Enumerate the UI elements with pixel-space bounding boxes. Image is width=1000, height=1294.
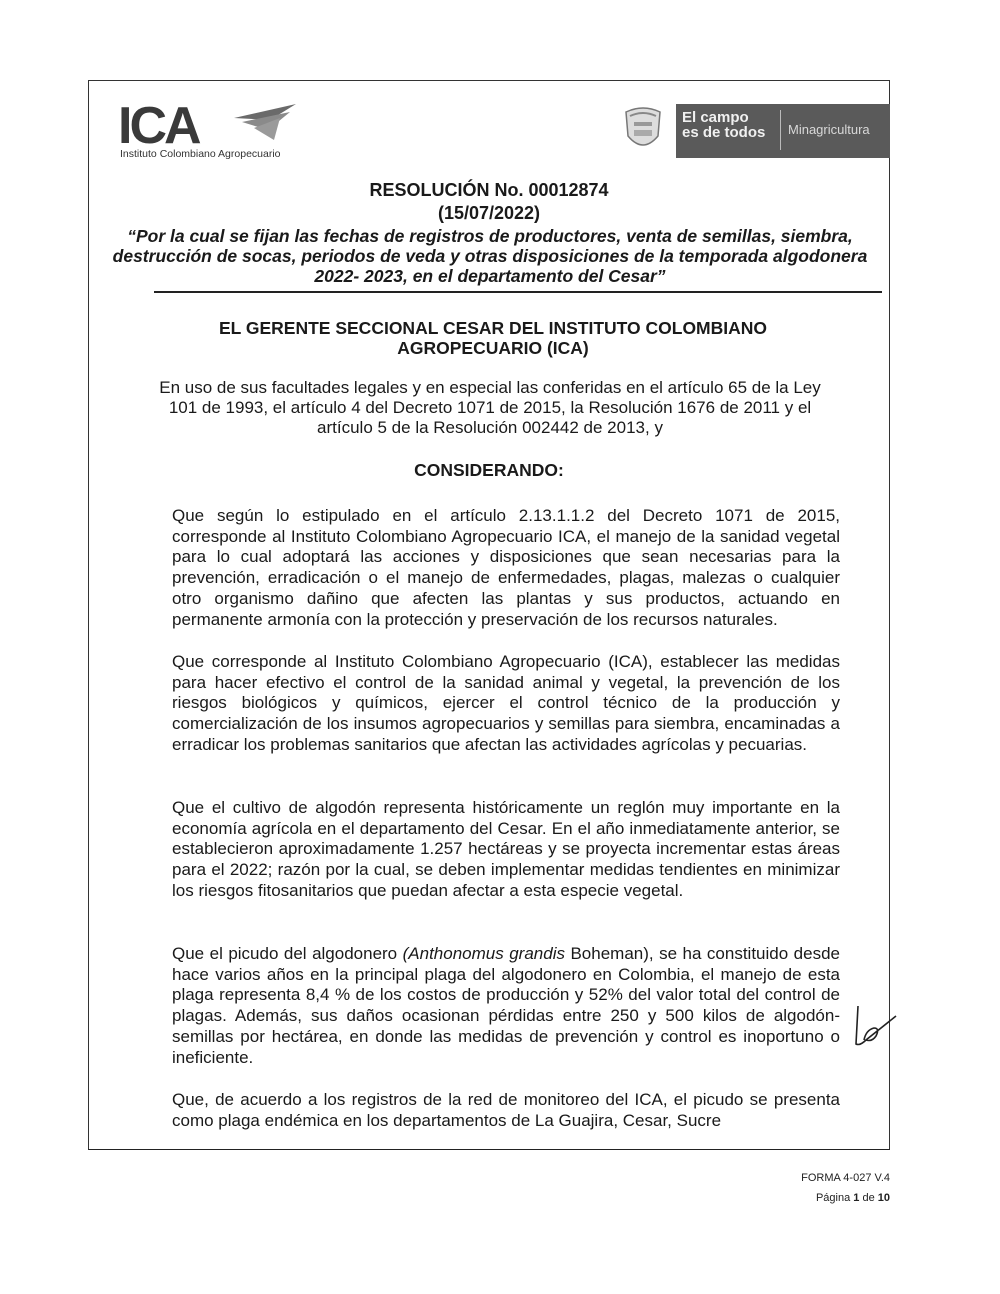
- page-number: 1: [853, 1192, 860, 1204]
- legal-basis: En uso de sus facultades legales y en especial las conferidas en el artículo 65 de la Ley 101 de 1993, el artículo 4 del Decreto 1071 de 2015, la Resolución 1676 de 2011 y el artículo 5 de la Resolución 002442 de 2013, y: [159, 378, 821, 437]
- paragraph-3: Que el cultivo de algodón representa históricamente un reglón muy importante en la economía agrícola en el departamento del Cesar. En el año inmediatamente anterior, se establecieron aproximadamente 1.257 hectáreas y se proyecta incrementar estas áreas para el 2022; razón por la cual, se deben implementar medidas tendientes en minimizar los riesgos fitosanitarios que puedan afectar a esta especie vegetal.: [172, 798, 840, 900]
- species-name: (Anthonomus grandis: [402, 944, 565, 963]
- coat-of-arms-icon: [620, 106, 666, 156]
- page-indicator: [816, 1192, 890, 1204]
- resolution-date: (15/07/2022): [437, 203, 541, 223]
- page-prefix: Página: [815, 1192, 854, 1204]
- page-total: 10: [877, 1192, 890, 1204]
- paragraph-4: [172, 944, 840, 1068]
- gov-slogan: [676, 110, 765, 140]
- initials-signature: [852, 1000, 902, 1050]
- gov-ministry: Minagricultura: [788, 122, 870, 137]
- paragraph-1: Que según lo estipulado en el artículo 2.13.1.1.2 del Decreto 1071 de 2015, corresponde al Instituto Colombiano Agropecuario ICA, el manejo de la sanidad vegetal para lo cual adoptará las acciones y disposiciones que sean necesarias para la prevención, erradicación o el manejo de enfermedades, plagas, malezas o cualquier otro organismo dañino que afecten las plantas y sus productos, actuando en permanente armonía con la protección y preservación de los recursos naturales.: [172, 506, 840, 629]
- paragraph-4-start: Que el picudo del algodonero: [172, 944, 403, 963]
- gov-slogan-box: [676, 104, 890, 158]
- resolution-subtitle: “Por la cual se fijan las fechas de registros de productores, venta de semillas, siembra, destrucción de socas, periodos de veda y otras disposiciones de la temporada algodonera 2022- 2023, en el departamento del Cesar”: [112, 226, 868, 286]
- gov-slogan-line1: El campo: [682, 109, 749, 126]
- gov-slogan-line2: es de todos: [682, 124, 766, 141]
- gov-divider: [780, 110, 781, 150]
- resolution-number: RESOLUCIÓN No. 00012874: [369, 180, 609, 200]
- paragraph-5: Que, de acuerdo a los registros de la red de monitoreo del ICA, el picudo se presenta como plaga endémica en los departamentos de La Guajira, Cesar, Sucre: [172, 1090, 840, 1130]
- ica-logo-subtitle: Instituto Colombiano Agropecuario: [120, 148, 281, 160]
- form-code: FORMA 4-027 V.4: [801, 1172, 890, 1184]
- bird-icon: [234, 104, 298, 144]
- considerando-heading: CONSIDERANDO:: [414, 460, 564, 480]
- authority-heading: EL GERENTE SECCIONAL CESAR DEL INSTITUTO COLOMBIANO AGROPECUARIO (ICA): [218, 318, 768, 358]
- paragraph-2: Que corresponde al Instituto Colombiano Agropecuario (ICA), establecer las medidas para hacer efectivo el control de la sanidad animal y vegetal, la prevención de los riesgos biológicos y químicos, ejercer el control técnico de la producción y comercialización de los insumos agropecuarios y semillas para siembra, encaminadas a erradicar los problemas sanitarios que afectan las actividades agrícolas y pecuarias.: [172, 652, 840, 754]
- title-underline: [154, 291, 882, 293]
- ica-logo: [118, 98, 298, 168]
- paragraph-4-rest: Boheman), se ha constituido desde hace varios años en la principal plaga del algodonero en Colombia, el manejo de esta plaga representa 8,4 % de los costos de producción y 52% del valor total del control de plagas. Además, sus daños ocasionan pérdidas entre 250 y 500 kilos de algodón-semillas por hectárea, en donde las medidas de prevención y control es inoportuno o ineficiente.: [172, 944, 840, 1067]
- page-mid: de: [859, 1192, 878, 1204]
- government-banner: [620, 104, 890, 158]
- ica-logo-letters: ICA: [118, 97, 199, 155]
